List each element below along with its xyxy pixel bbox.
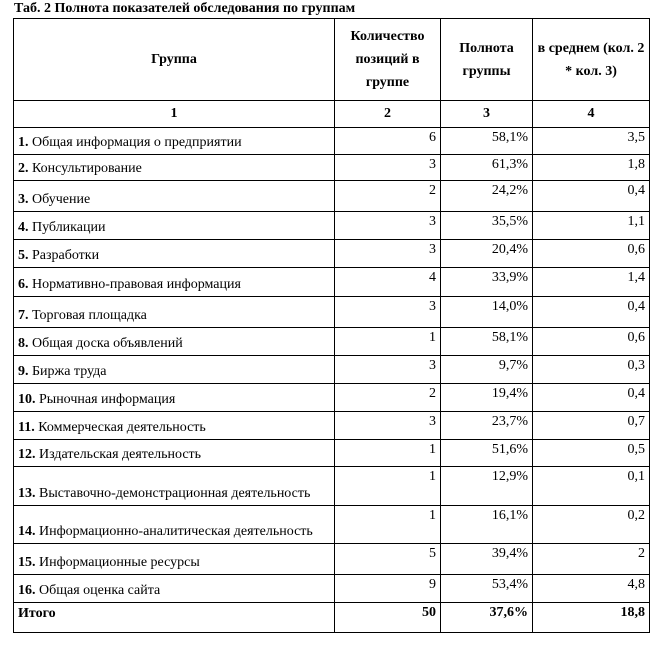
row-group-name bbox=[14, 181, 335, 212]
row-average: 0,6 bbox=[533, 328, 650, 356]
row-completeness: 9,7% bbox=[441, 356, 533, 384]
row-number: 4. bbox=[18, 220, 29, 235]
table-row bbox=[14, 575, 650, 603]
row-count: 1 bbox=[335, 328, 441, 356]
row-number: 7. bbox=[18, 308, 29, 323]
row-number: 8. bbox=[18, 336, 29, 351]
row-group-name bbox=[14, 128, 335, 155]
row-completeness: 58,1% bbox=[441, 328, 533, 356]
table-row bbox=[14, 467, 650, 506]
row-count: 4 bbox=[335, 268, 441, 297]
row-count: 1 bbox=[335, 506, 441, 544]
total-count: 50 bbox=[335, 603, 441, 633]
row-completeness: 19,4% bbox=[441, 384, 533, 412]
row-average: 0,6 bbox=[533, 240, 650, 268]
row-average: 1,1 bbox=[533, 212, 650, 240]
completeness-table bbox=[13, 18, 650, 633]
row-count: 2 bbox=[335, 384, 441, 412]
row-count: 6 bbox=[335, 128, 441, 155]
header-row bbox=[14, 19, 650, 101]
table-row bbox=[14, 155, 650, 181]
row-average: 0,3 bbox=[533, 356, 650, 384]
row-completeness: 61,3% bbox=[441, 155, 533, 181]
total-label: Итого bbox=[14, 603, 335, 633]
row-count: 1 bbox=[335, 440, 441, 467]
col-number-3: 3 bbox=[441, 101, 533, 128]
row-completeness: 23,7% bbox=[441, 412, 533, 440]
total-row bbox=[14, 603, 650, 633]
table-row bbox=[14, 128, 650, 155]
row-group-name bbox=[14, 467, 335, 506]
row-number: 10. bbox=[18, 392, 36, 407]
row-count: 3 bbox=[335, 412, 441, 440]
row-average: 1,4 bbox=[533, 268, 650, 297]
row-label: Обучение bbox=[32, 192, 91, 207]
table-caption: Таб. 2 Полнота показателей обследования по группам bbox=[14, 1, 356, 16]
row-count: 3 bbox=[335, 155, 441, 181]
row-average: 0,4 bbox=[533, 297, 650, 328]
header-group: Группа bbox=[14, 19, 335, 101]
table-row bbox=[14, 440, 650, 467]
row-completeness: 33,9% bbox=[441, 268, 533, 297]
row-number: 16. bbox=[18, 583, 36, 598]
row-label: Издательская деятельность bbox=[39, 447, 202, 462]
row-average: 0,4 bbox=[533, 181, 650, 212]
row-number: 5. bbox=[18, 248, 29, 263]
row-completeness: 20,4% bbox=[441, 240, 533, 268]
row-number: 1. bbox=[18, 135, 29, 150]
row-label: Нормативно-правовая информация bbox=[32, 277, 241, 292]
row-group-name bbox=[14, 506, 335, 544]
row-average: 0,2 bbox=[533, 506, 650, 544]
row-average: 0,5 bbox=[533, 440, 650, 467]
row-average: 0,1 bbox=[533, 467, 650, 506]
row-average: 0,7 bbox=[533, 412, 650, 440]
row-average: 2 bbox=[533, 544, 650, 575]
row-group-name bbox=[14, 412, 335, 440]
row-group-name bbox=[14, 240, 335, 268]
col-number-1: 1 bbox=[14, 101, 335, 128]
row-label: Общая оценка сайта bbox=[39, 583, 161, 598]
header-completeness: Полнота группы bbox=[441, 19, 533, 101]
col-number-2: 2 bbox=[335, 101, 441, 128]
row-count: 5 bbox=[335, 544, 441, 575]
row-average: 3,5 bbox=[533, 128, 650, 155]
row-number: 6. bbox=[18, 277, 29, 292]
row-group-name bbox=[14, 440, 335, 467]
row-label: Выставочно-демонстрационная деятельность bbox=[39, 486, 311, 501]
row-group-name bbox=[14, 356, 335, 384]
row-count: 9 bbox=[335, 575, 441, 603]
table-row bbox=[14, 297, 650, 328]
row-completeness: 16,1% bbox=[441, 506, 533, 544]
table-row bbox=[14, 384, 650, 412]
row-group-name bbox=[14, 212, 335, 240]
row-count: 2 bbox=[335, 181, 441, 212]
column-number-row bbox=[14, 101, 650, 128]
row-completeness: 14,0% bbox=[441, 297, 533, 328]
row-completeness: 58,1% bbox=[441, 128, 533, 155]
row-label: Биржа труда bbox=[32, 364, 107, 379]
table-row bbox=[14, 240, 650, 268]
row-count: 3 bbox=[335, 240, 441, 268]
row-completeness: 12,9% bbox=[441, 467, 533, 506]
row-label: Разработки bbox=[32, 248, 100, 263]
row-completeness: 39,4% bbox=[441, 544, 533, 575]
header-average: в среднем (кол. 2 * кол. 3) bbox=[533, 19, 650, 101]
row-number: 3. bbox=[18, 192, 29, 207]
table-row bbox=[14, 412, 650, 440]
row-label: Общая информация о предприятии bbox=[32, 135, 242, 150]
col-number-4: 4 bbox=[533, 101, 650, 128]
row-completeness: 24,2% bbox=[441, 181, 533, 212]
row-group-name bbox=[14, 297, 335, 328]
row-number: 15. bbox=[18, 555, 36, 570]
row-completeness: 53,4% bbox=[441, 575, 533, 603]
row-group-name bbox=[14, 544, 335, 575]
row-count: 3 bbox=[335, 297, 441, 328]
total-average: 18,8 bbox=[533, 603, 650, 633]
total-completeness: 37,6% bbox=[441, 603, 533, 633]
row-label: Консультирование bbox=[32, 161, 142, 176]
table-row bbox=[14, 268, 650, 297]
row-completeness: 35,5% bbox=[441, 212, 533, 240]
row-number: 12. bbox=[18, 447, 36, 462]
row-group-name bbox=[14, 575, 335, 603]
header-count: Количество позиций в группе bbox=[335, 19, 441, 101]
row-label: Общая доска объявлений bbox=[32, 336, 183, 351]
row-number: 13. bbox=[18, 486, 36, 501]
row-number: 14. bbox=[18, 524, 36, 539]
row-group-name bbox=[14, 268, 335, 297]
row-average: 1,8 bbox=[533, 155, 650, 181]
row-label: Торговая площадка bbox=[32, 308, 147, 323]
row-count: 3 bbox=[335, 212, 441, 240]
row-number: 11. bbox=[18, 420, 35, 435]
row-label: Информационные ресурсы bbox=[39, 555, 200, 570]
row-count: 1 bbox=[335, 467, 441, 506]
row-label: Информационно-аналитическая деятельность bbox=[39, 524, 313, 539]
row-label: Коммерческая деятельность bbox=[38, 420, 206, 435]
row-group-name bbox=[14, 155, 335, 181]
row-group-name bbox=[14, 384, 335, 412]
row-average: 0,4 bbox=[533, 384, 650, 412]
row-number: 2. bbox=[18, 161, 29, 176]
row-label: Рыночная информация bbox=[39, 392, 176, 407]
row-average: 4,8 bbox=[533, 575, 650, 603]
row-completeness: 51,6% bbox=[441, 440, 533, 467]
table-row bbox=[14, 328, 650, 356]
table-row bbox=[14, 356, 650, 384]
row-group-name bbox=[14, 328, 335, 356]
row-label: Публикации bbox=[32, 220, 106, 235]
table-row bbox=[14, 544, 650, 575]
table-row bbox=[14, 506, 650, 544]
table-row bbox=[14, 181, 650, 212]
row-count: 3 bbox=[335, 356, 441, 384]
table-row bbox=[14, 212, 650, 240]
row-number: 9. bbox=[18, 364, 29, 379]
